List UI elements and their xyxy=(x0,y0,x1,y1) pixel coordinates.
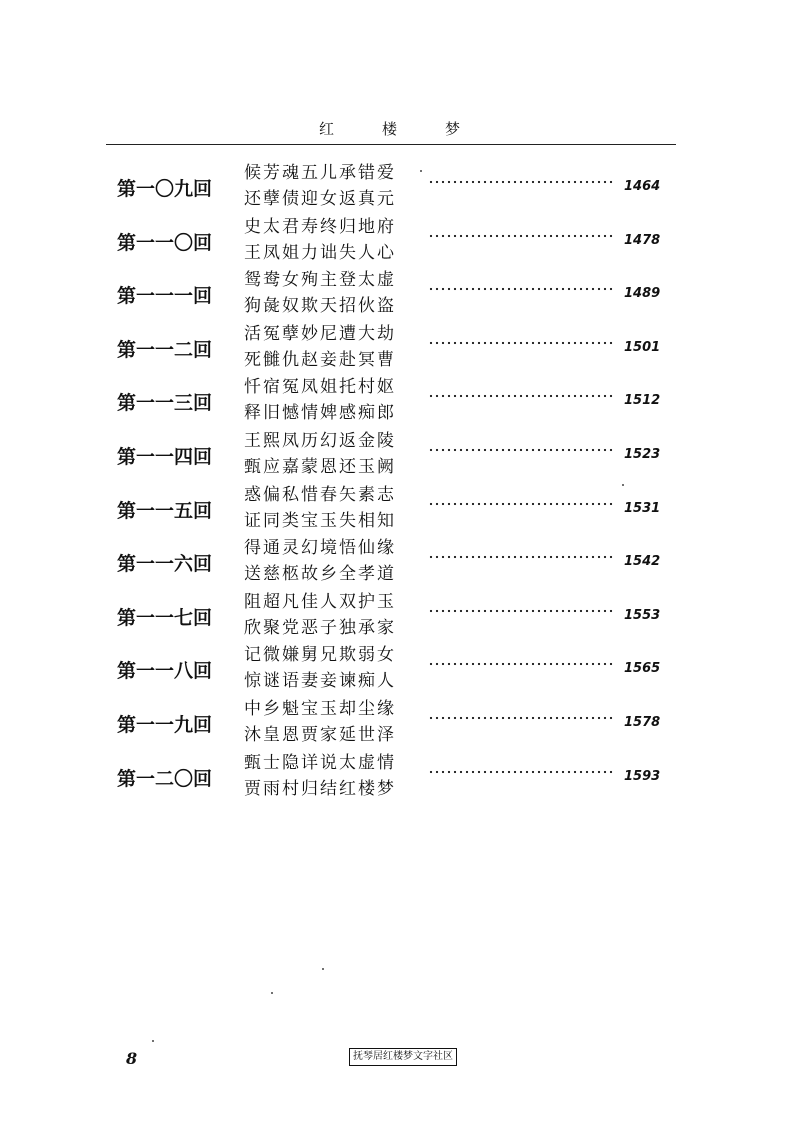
couplet-line-1: 阻超凡佳人双护玉 xyxy=(244,591,396,612)
couplet-line-1: 候芳魂五儿承错爱 xyxy=(244,163,396,183)
dot-leader xyxy=(428,394,614,398)
toc-page-number: 1512 xyxy=(624,393,661,409)
couplet-line-1: 惑偏私惜春矢素志 xyxy=(244,484,396,505)
dot-leader xyxy=(428,448,614,452)
toc-row xyxy=(0,321,800,375)
toc-row xyxy=(0,642,800,696)
chapter-couplet xyxy=(244,642,396,694)
couplet-line-2: 王凤姐力诎失人心 xyxy=(244,242,396,263)
chapter-couplet xyxy=(244,321,396,373)
toc-page-number: 1523 xyxy=(624,446,661,462)
toc-page-number: 1593 xyxy=(624,768,661,784)
couplet-line-2: 证同类宝玉失相知 xyxy=(244,510,396,531)
toc-page-number: 1501 xyxy=(624,339,661,355)
chapter-couplet xyxy=(244,589,396,641)
chapter-couplet xyxy=(244,374,396,426)
couplet-line-1: 活冤孽妙尼遭大劫 xyxy=(244,323,396,344)
scan-speck xyxy=(622,484,624,486)
couplet-line-2: 欣聚党恶子独承家 xyxy=(244,617,396,638)
toc-row xyxy=(0,160,800,214)
scan-speck xyxy=(322,968,324,970)
running-head-char: 梦 xyxy=(445,120,463,138)
couplet-line-2: 死雠仇赵妾赴冥曹 xyxy=(244,349,396,370)
couplet-line-1: 记微嫌舅兄欺弱女 xyxy=(244,645,396,666)
dot-leader xyxy=(428,287,614,291)
toc-page-number: 1553 xyxy=(624,607,661,623)
chapter-couplet xyxy=(244,535,396,587)
chapter-number: 第一二〇回 xyxy=(117,767,213,790)
couplet-line-1: 中乡魁宝玉却尘缘 xyxy=(244,698,396,719)
couplet-line-1: 王熙凤历幻返金陵 xyxy=(244,430,396,451)
chapter-couplet xyxy=(244,482,396,534)
chapter-number: 第一一九回 xyxy=(117,713,213,736)
dot-leader xyxy=(428,234,614,238)
toc-row xyxy=(0,589,800,643)
chapter-couplet xyxy=(244,428,396,480)
dot-leader xyxy=(428,180,614,184)
couplet-line-2: 还孽债迎女返真元 xyxy=(244,189,396,209)
toc-page-number: 1565 xyxy=(624,661,661,677)
toc-row xyxy=(0,482,800,536)
scan-speck xyxy=(420,170,422,172)
toc-row xyxy=(0,267,800,321)
dot-leader xyxy=(428,502,614,506)
chapter-number: 第一一三回 xyxy=(117,392,213,415)
toc-row xyxy=(0,535,800,589)
dot-leader xyxy=(428,716,614,720)
couplet-line-1: 忏宿冤凤姐托村妪 xyxy=(244,377,396,398)
dot-leader xyxy=(428,662,614,666)
toc-page-number: 1542 xyxy=(624,554,661,570)
couplet-line-2: 甄应嘉蒙恩还玉阙 xyxy=(244,456,396,477)
chapter-number: 第一一四回 xyxy=(117,445,213,468)
source-stamp: 抚琴居红楼梦文字社区 xyxy=(349,1048,457,1066)
running-head xyxy=(108,118,673,139)
chapter-number: 第一〇九回 xyxy=(117,178,213,200)
chapter-number: 第一一二回 xyxy=(117,338,213,361)
running-head-char: 楼 xyxy=(381,120,399,138)
couplet-line-2: 沐皇恩贾家延世泽 xyxy=(244,724,396,745)
couplet-line-1: 甄士隐详说太虚情 xyxy=(244,752,396,773)
toc-page-number: 1478 xyxy=(624,232,661,248)
toc-row xyxy=(0,214,800,268)
toc-row xyxy=(0,374,800,428)
table-of-contents xyxy=(0,160,800,803)
chapter-couplet xyxy=(244,214,396,266)
chapter-couplet xyxy=(244,267,396,319)
couplet-line-2: 狗彘奴欺天招伙盗 xyxy=(244,296,396,317)
toc-row xyxy=(0,750,800,804)
couplet-line-2: 释旧憾情婢感痴郎 xyxy=(244,403,396,424)
toc-row xyxy=(0,696,800,750)
dot-leader xyxy=(428,341,614,345)
scan-speck xyxy=(271,992,273,994)
dot-leader xyxy=(428,555,614,559)
chapter-couplet xyxy=(244,696,396,748)
toc-page-number: 1578 xyxy=(624,714,661,730)
couplet-line-1: 得通灵幻境悟仙缘 xyxy=(244,538,396,559)
chapter-number: 第一一六回 xyxy=(117,553,213,576)
couplet-line-2: 惊谜语妻妾谏痴人 xyxy=(244,671,396,692)
chapter-couplet xyxy=(244,160,396,212)
toc-page-number: 1464 xyxy=(624,179,661,194)
header-rule xyxy=(106,144,676,145)
dot-leader xyxy=(428,770,614,774)
couplet-line-2: 送慈柩故乡全孝道 xyxy=(244,564,396,585)
toc-page-number: 1531 xyxy=(624,500,661,516)
chapter-couplet xyxy=(244,750,396,802)
couplet-line-1: 鸳鸯女殉主登太虚 xyxy=(244,270,396,291)
scan-speck xyxy=(152,1040,154,1042)
chapter-number: 第一一七回 xyxy=(117,606,213,629)
dot-leader xyxy=(428,609,614,613)
toc-row xyxy=(0,428,800,482)
chapter-number: 第一一〇回 xyxy=(117,231,213,254)
chapter-number: 第一一五回 xyxy=(117,499,213,522)
couplet-line-2: 贾雨村归结红楼梦 xyxy=(244,778,396,799)
chapter-number: 第一一一回 xyxy=(117,285,213,308)
couplet-line-1: 史太君寿终归地府 xyxy=(244,216,396,237)
toc-page-number: 1489 xyxy=(624,286,661,302)
page-number: 8 xyxy=(126,1049,138,1068)
running-head-char: 红 xyxy=(318,120,336,138)
chapter-number: 第一一八回 xyxy=(117,660,213,683)
